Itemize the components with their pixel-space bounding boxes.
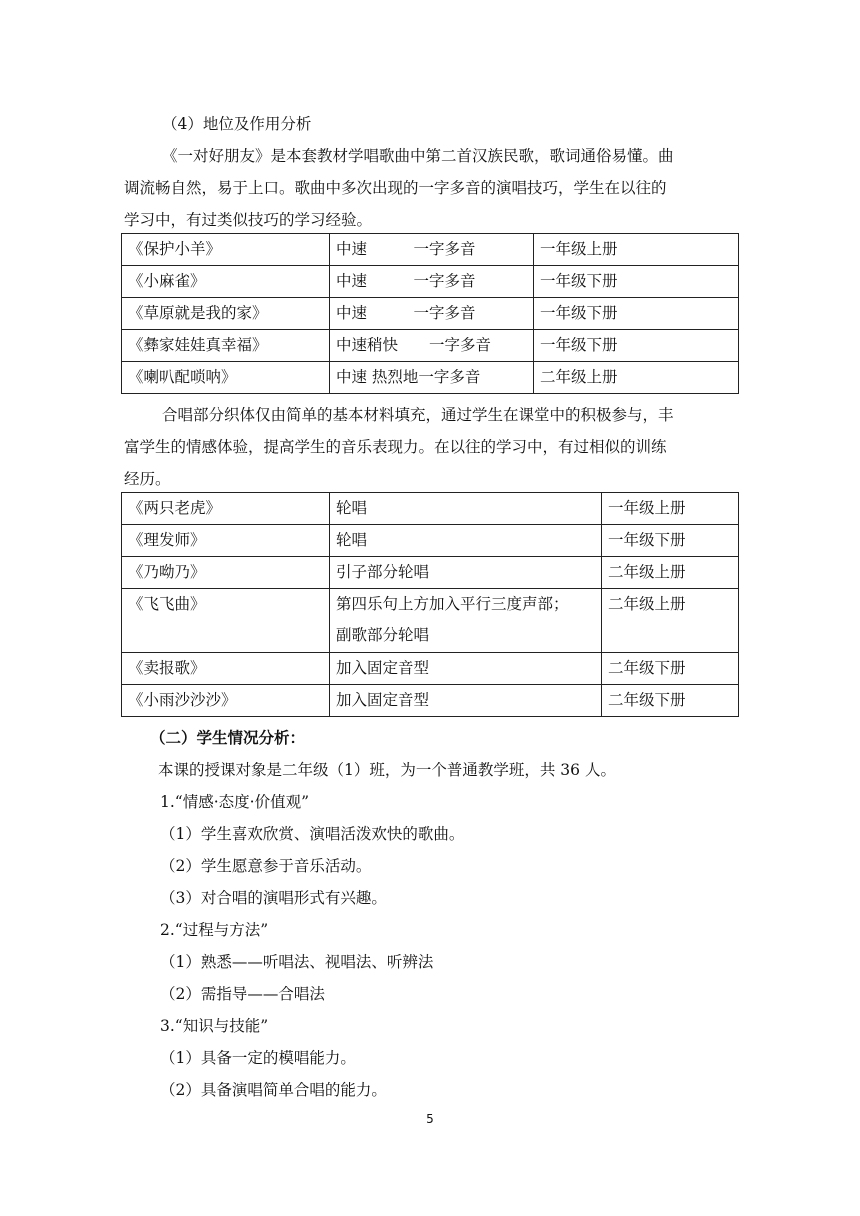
song-title-cell: 《飞飞曲》 [122,589,330,653]
grade-cell: 一年级下册 [534,266,739,298]
section-heading-students: （二）学生情况分析： [150,728,306,747]
table-row [122,493,739,525]
paragraph-line: 调流畅自然，易于上口。歌曲中多次出现的一字多音的演唱技巧，学生在以往的 [124,179,667,197]
table-row [122,525,739,557]
technique-cell: 中速 热烈地一字多音 [330,362,534,394]
grade-cell: 二年级下册 [602,685,739,717]
technique-cell: 中速 一字多音 [330,298,534,330]
list-item: （1）具备一定的模唱能力。 [160,1049,356,1067]
table-row [122,589,739,653]
grade-cell: 一年级下册 [534,330,739,362]
song-title-cell: 《保护小羊》 [122,234,330,266]
table-row [122,266,739,298]
songs-chorus-table [121,492,739,717]
arrangement-cell: 加入固定音型 [330,685,602,717]
table-row [122,362,739,394]
list-item: （2）学生愿意参于音乐活动。 [160,857,372,875]
song-title-cell: 《小麻雀》 [122,266,330,298]
list-item: 1.“情感·态度·价值观” [160,793,309,811]
grade-cell: 二年级上册 [534,362,739,394]
list-item: （3）对合唱的演唱形式有兴趣。 [160,889,387,907]
arrangement-line: 副歌部分轮唱 [336,626,430,644]
technique-cell: 中速 一字多音 [330,234,534,266]
arrangement-cell: 轮唱 [330,493,602,525]
song-title-cell: 《喇叭配唢呐》 [122,362,330,394]
arrangement-cell [330,589,602,653]
song-title-cell: 《草原就是我的家》 [122,298,330,330]
grade-cell: 二年级上册 [602,557,739,589]
table-row [122,330,739,362]
paragraph-line: 经历。 [124,470,171,488]
table-row [122,234,739,266]
paragraph-line: 《一对好朋友》是本套教材学唱歌曲中第二首汉族民歌，歌词通俗易懂。曲 [162,147,674,165]
song-title-cell: 《两只老虎》 [122,493,330,525]
arrangement-cell: 加入固定音型 [330,653,602,685]
paragraph-line: 学习中，有过类似技巧的学习经验。 [124,211,373,229]
technique-cell: 中速稍快 一字多音 [330,330,534,362]
grade-cell: 二年级上册 [602,589,739,653]
song-title-cell: 《理发师》 [122,525,330,557]
paragraph-line: 富学生的情感体验，提高学生的音乐表现力。在以往的学习中，有过相似的训练 [124,438,667,456]
arrangement-line: 第四乐句上方加入平行三度声部； [336,595,569,613]
song-title-cell: 《乃呦乃》 [122,557,330,589]
songs-technique-table [121,233,739,394]
song-title-cell: 《彝家娃娃真幸福》 [122,330,330,362]
list-item: 2.“过程与方法” [160,921,269,939]
table-row [122,557,739,589]
section-heading-position: （4）地位及作用分析 [162,115,312,133]
paragraph-line: 本课的授课对象是二年级（1）班，为一个普通教学班，共 36 人。 [158,761,616,779]
list-item: （1）熟悉——听唱法、视唱法、听辨法 [160,953,434,971]
table-row [122,685,739,717]
list-item: （2）具备演唱简单合唱的能力。 [160,1081,387,1099]
grade-cell: 一年级下册 [534,298,739,330]
grade-cell: 一年级下册 [602,525,739,557]
song-title-cell: 《小雨沙沙沙》 [122,685,330,717]
page-number: 5 [426,1112,434,1126]
arrangement-cell: 轮唱 [330,525,602,557]
grade-cell: 二年级下册 [602,653,739,685]
table-row [122,653,739,685]
list-item: （2）需指导——合唱法 [160,985,325,1003]
list-item: （1）学生喜欢欣赏、演唱活泼欢快的歌曲。 [160,825,465,843]
grade-cell: 一年级上册 [602,493,739,525]
song-title-cell: 《卖报歌》 [122,653,330,685]
list-item: 3.“知识与技能” [160,1017,269,1035]
grade-cell: 一年级上册 [534,234,739,266]
arrangement-cell: 引子部分轮唱 [330,557,602,589]
technique-cell: 中速 一字多音 [330,266,534,298]
table-row [122,298,739,330]
paragraph-line: 合唱部分织体仅由简单的基本材料填充，通过学生在课堂中的积极参与，丰 [162,406,674,424]
